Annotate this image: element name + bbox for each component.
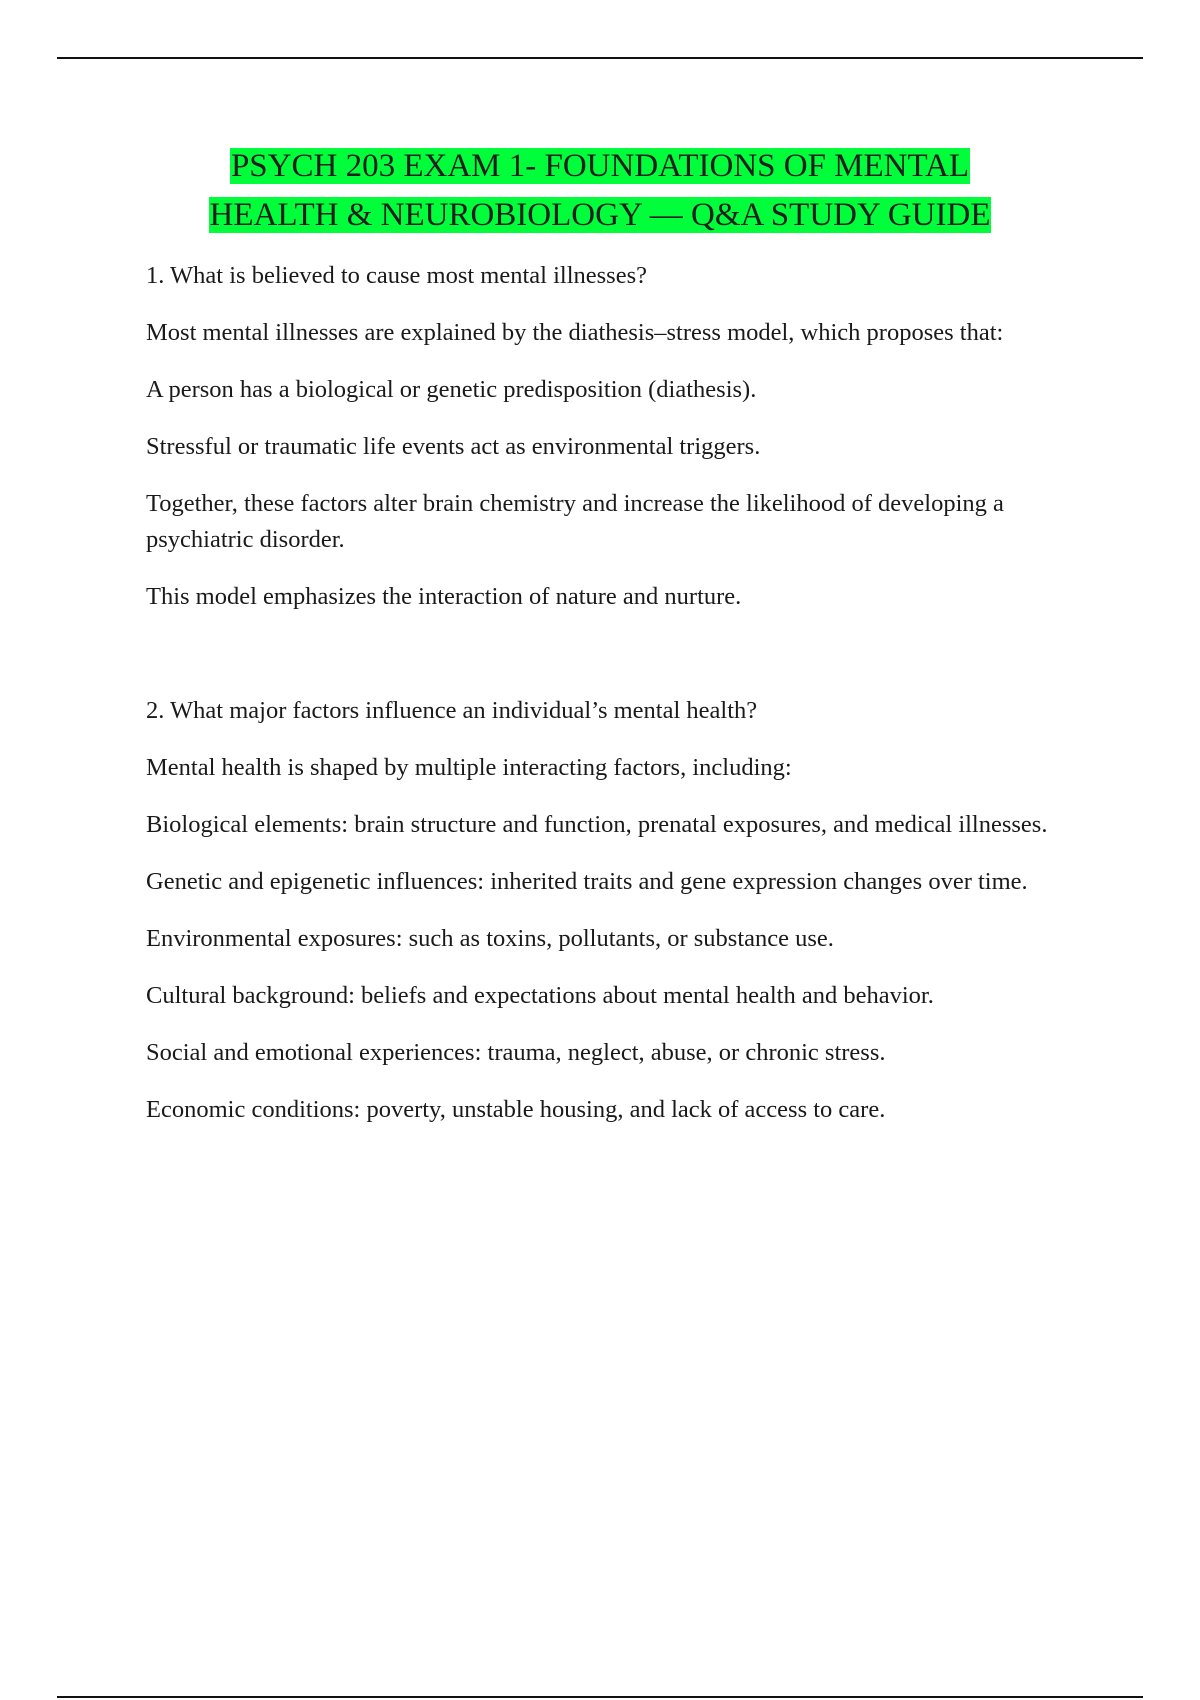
title-line-1: PSYCH 203 EXAM 1- FOUNDATIONS OF MENTAL <box>230 148 970 184</box>
answer-2-paragraph-5: Cultural background: beliefs and expectations about mental health and behavior. <box>146 982 934 1009</box>
section-1 <box>146 258 1096 615</box>
document-body <box>146 258 1096 1149</box>
answer-1-paragraph-3: Stressful or traumatic life events act as environmental triggers. <box>146 433 761 460</box>
answer-1-paragraph-5: This model emphasizes the interaction of nature and nurture. <box>146 583 742 610</box>
question-2: 2. What major factors influence an individual’s mental health? <box>146 697 758 724</box>
answer-2-paragraph-2: Biological elements: brain structure and function, prenatal exposures, and medical illnesses. <box>146 811 1048 838</box>
answer-1-paragraph-4: Together, these factors alter brain chemistry and increase the likelihood of developing a psychiatric disorder. <box>146 490 1004 553</box>
footer-rule <box>57 1696 1143 1698</box>
answer-2-paragraph-7: Economic conditions: poverty, unstable housing, and lack of access to care. <box>146 1096 886 1123</box>
answer-2-paragraph-3: Genetic and epigenetic influences: inherited traits and gene expression changes over time. <box>146 868 1028 895</box>
question-1: 1. What is believed to cause most mental illnesses? <box>146 262 647 289</box>
answer-1-paragraph-2: A person has a biological or genetic predisposition (diathesis). <box>146 376 757 403</box>
answer-1-paragraph-1: Most mental illnesses are explained by the diathesis–stress model, which proposes that: <box>146 319 1004 346</box>
answer-2-paragraph-1: Mental health is shaped by multiple interacting factors, including: <box>146 754 792 781</box>
document-title <box>60 142 1140 240</box>
title-line-2: HEALTH & NEUROBIOLOGY — Q&A STUDY GUIDE <box>209 197 991 233</box>
section-2 <box>146 693 1096 1128</box>
answer-2-paragraph-6: Social and emotional experiences: trauma, neglect, abuse, or chronic stress. <box>146 1039 886 1066</box>
section-spacer <box>146 636 1096 693</box>
header-rule <box>57 57 1143 59</box>
answer-2-paragraph-4: Environmental exposures: such as toxins, pollutants, or substance use. <box>146 925 834 952</box>
